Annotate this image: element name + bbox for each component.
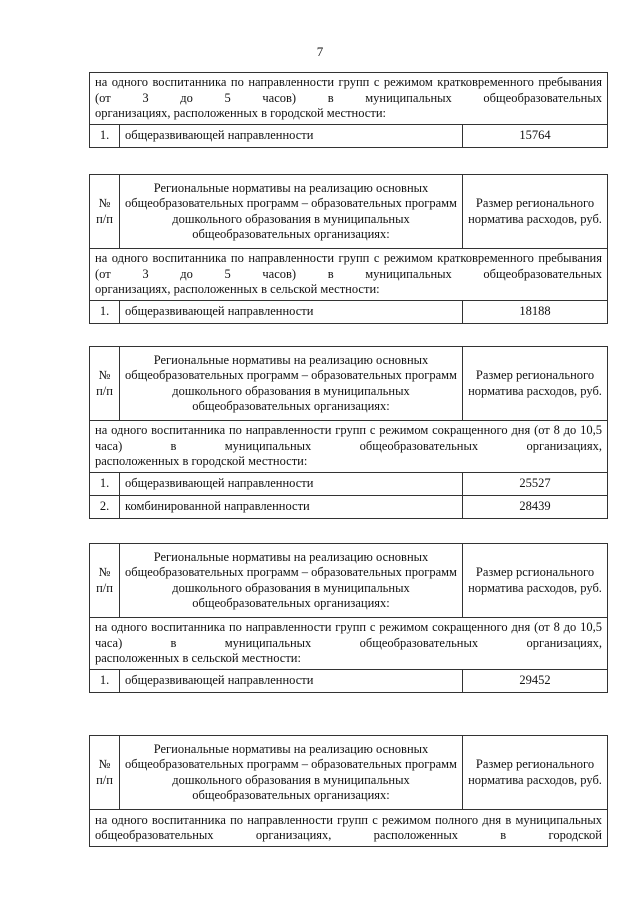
- header-number: № п/п: [90, 175, 120, 249]
- row-name: комбинированной направленности: [120, 495, 463, 518]
- row-value: 25527: [463, 472, 608, 495]
- row-name: общеразвивающей направленности: [120, 124, 463, 147]
- table-header: [90, 175, 608, 249]
- row-name: общеразвивающей направленности: [120, 472, 463, 495]
- header-number: № п/п: [90, 544, 120, 618]
- row-number: 1.: [90, 472, 120, 495]
- table-header: [90, 347, 608, 421]
- norm-table-5: [89, 735, 608, 847]
- row-name: общеразвивающей направленности: [120, 300, 463, 323]
- row-value: 29452: [463, 669, 608, 692]
- table-header: [90, 544, 608, 618]
- group-description: [90, 618, 608, 670]
- header-value: Размер регионального норматива расходов, руб.: [463, 736, 608, 810]
- norm-table-1: [89, 72, 608, 148]
- row-number: 1.: [90, 669, 120, 692]
- norm-table-4: [89, 543, 608, 693]
- description-text: на одного воспитанника по направленности групп с режимом кратковременного пребывания (от 3 до 5 часов) в муниципальных общеобразовательных: [95, 75, 602, 105]
- table-row: [90, 495, 608, 518]
- group-description: [90, 73, 608, 125]
- group-description: [90, 249, 608, 301]
- row-name: общеразвивающей направленности: [120, 669, 463, 692]
- norm-table-2: [89, 174, 608, 324]
- header-title: Региональные нормативы на реализацию основных общеобразовательных программ – образовательных программ дошкольного образования в муниципальных общеобразовательных организациях:: [120, 347, 463, 421]
- header-value: Размер регионального норматива расходов, руб.: [463, 347, 608, 421]
- header-number: № п/п: [90, 347, 120, 421]
- description-text: на одного воспитанника по направленности групп с режимом сокращенного дня (от 8 до 10,5 часа) в муниципальных общеобразовательных организациях,: [95, 620, 602, 650]
- header-title: Региональные нормативы на реализацию основных общеобразовательных программ – образовательных программ дошкольного образования в муниципальных общеобразовательных организациях:: [120, 736, 463, 810]
- header-number: № п/п: [90, 736, 120, 810]
- group-description: [90, 421, 608, 473]
- row-number: 1.: [90, 300, 120, 323]
- description-last-line: организациях, расположенных в сельской местности:: [95, 282, 380, 296]
- description-text: на одного воспитанника по направленности групп с режимом сокращенного дня (от 8 до 10,5 часа) в муниципальных общеобразовательных организациях,: [95, 423, 602, 453]
- table-row: [90, 300, 608, 323]
- table-row: [90, 124, 608, 147]
- row-value: 18188: [463, 300, 608, 323]
- norm-table-3: [89, 346, 608, 519]
- header-value: Размер рсгионального норматива расходов, руб.: [463, 544, 608, 618]
- row-number: 2.: [90, 495, 120, 518]
- description-text: на одного воспитанника по направленности групп с режимом полного дня в муниципальных общеобразовательных организациях, расположенных в городской: [95, 812, 602, 842]
- group-description: [90, 810, 608, 847]
- table-row: [90, 472, 608, 495]
- row-value: 28439: [463, 495, 608, 518]
- table-header: [90, 736, 608, 810]
- page-number: 7: [316, 44, 324, 59]
- description-text: на одного воспитанника по направленности групп с режимом кратковременного пребывания (от 3 до 5 часов) в муниципальных общеобразовательных: [95, 251, 602, 281]
- header-title: Региональные нормативы на реализацию основных общеобразовательных программ – образовательных программ дошкольного образования в муниципальных общеобразовательных организациях:: [120, 175, 463, 249]
- table-row: [90, 669, 608, 692]
- description-last-line: расположенных в сельской местности:: [95, 651, 301, 665]
- row-number: 1.: [90, 124, 120, 147]
- header-value: Размер регионального норматива расходов, руб.: [463, 175, 608, 249]
- description-last-line: расположенных в городской местности:: [95, 454, 308, 468]
- row-value: 15764: [463, 124, 608, 147]
- header-title: Региональные нормативы на реализацию основных общеобразовательных программ – образовательных программ дошкольного образования в муниципальных общеобразовательных организациях:: [120, 544, 463, 618]
- description-last-line: организациях, расположенных в городской местности:: [95, 106, 386, 120]
